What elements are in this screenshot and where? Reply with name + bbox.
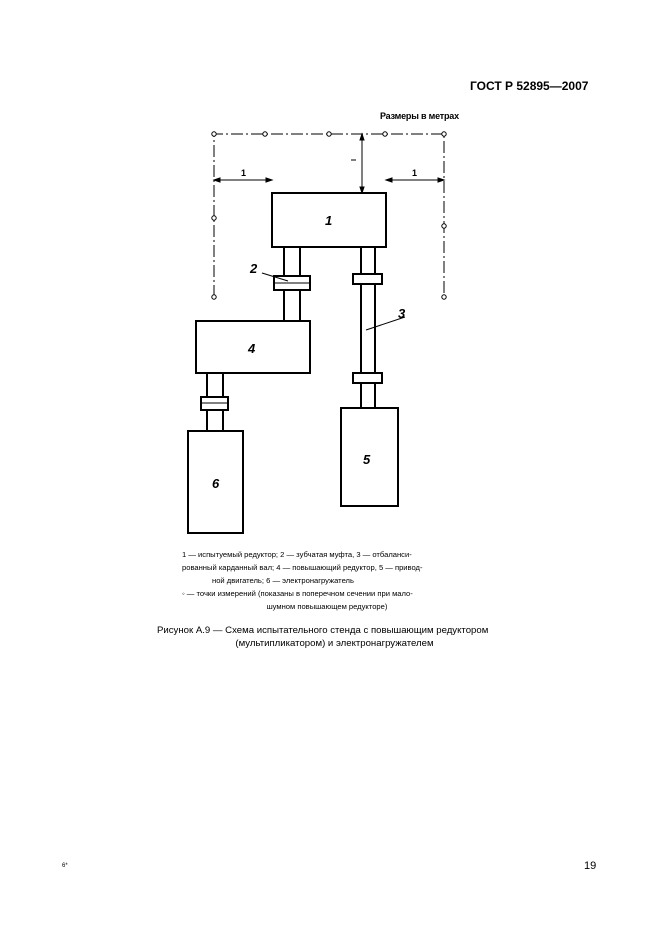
caption-line-1: Рисунок А.9 — Схема испытательного стенда с повышающим редуктором [157,625,489,636]
cardan-coupling-top [353,274,382,284]
standard-header: ГОСТ Р 52895—2007 [470,79,589,93]
measurement-point [383,132,387,136]
cardan-shaft [361,284,375,373]
measurement-point [212,216,216,220]
dim-value-left: 1 [241,168,247,178]
legend-line: ной двигатель; 6 — электронагружатель [212,576,354,585]
figure-caption [157,624,512,650]
legend-line: рованный карданный вал; 4 — повышающий редуктор, 5 — привод- [182,563,423,572]
footer-signature-mark: 6* [62,863,68,869]
label-2: 2 [250,261,258,276]
measurement-point [263,132,267,136]
measurement-point [212,132,216,136]
page-number: 19 [584,860,597,872]
label-3: 3 [398,306,406,321]
label-4: 4 [248,341,256,356]
label-5: 5 [363,452,371,467]
dimensions-note: Размеры в метрах [380,111,459,121]
dim-value-right: 1 [412,168,418,178]
cardan-coupling-bottom [353,373,382,383]
caption-line-2: (мультипликатором) и электронагружателем [235,638,434,649]
measurement-point [442,224,446,228]
legend-line: шумном повышающем редукторе) [266,602,388,611]
label-1: 1 [325,213,333,228]
legend-line: ◦ — точки измерений (показаны в поперечном сечении при мало- [182,589,413,598]
legend-line: 1 — испытуемый редуктор; 2 — зубчатая муфта, 3 — отбаланси- [182,550,412,559]
measurement-point [442,295,446,299]
measurement-point [442,132,446,136]
label-6: 6 [212,476,220,491]
measurement-point [212,295,216,299]
measurement-point [327,132,331,136]
figure-legend [182,548,472,613]
